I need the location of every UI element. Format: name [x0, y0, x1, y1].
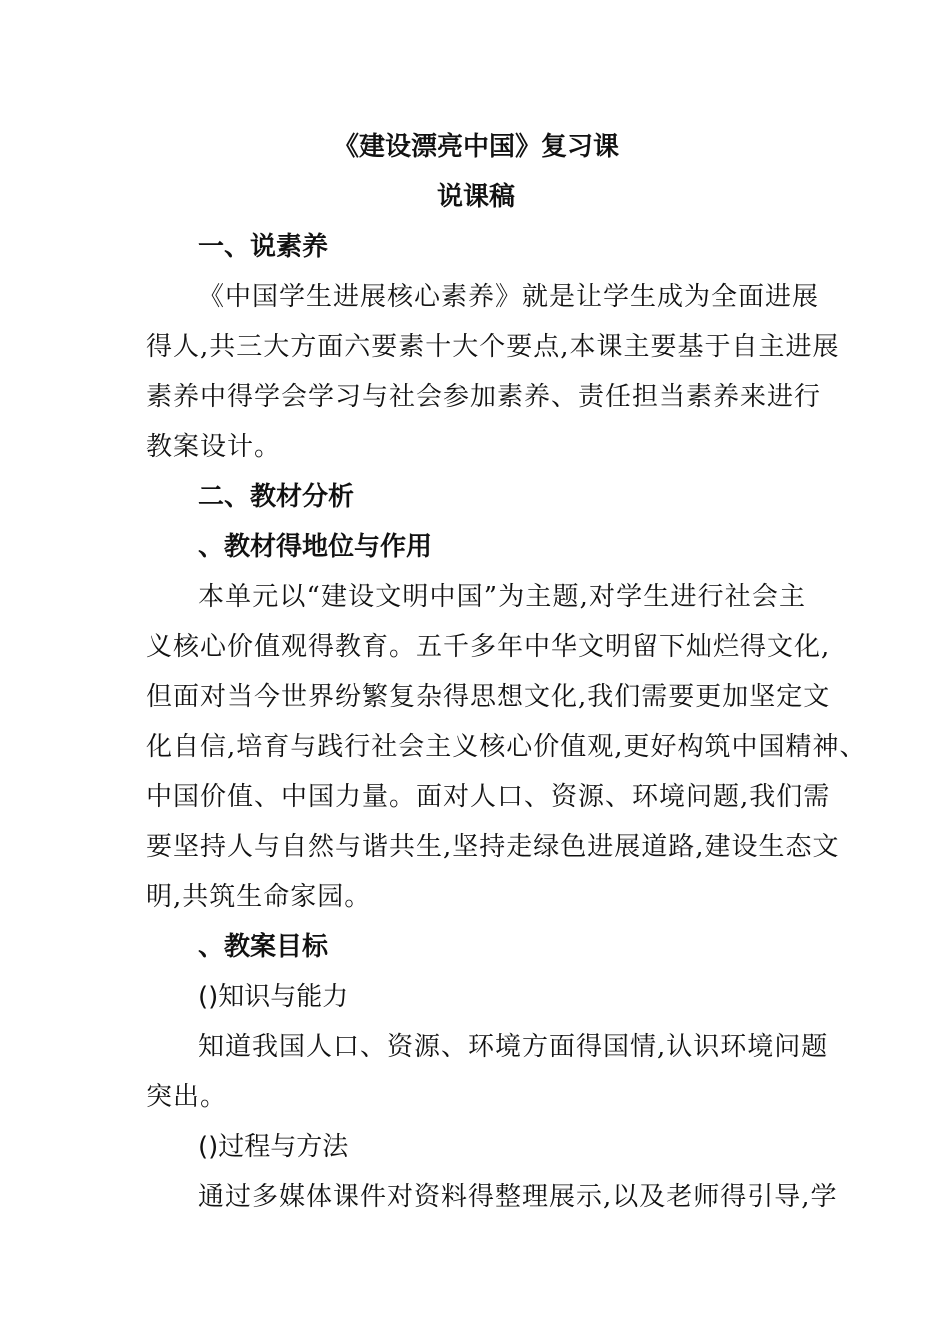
paragraph-line: 但面对当今世界纷繁复杂得思想文化,我们需要更加坚定文 [146, 682, 831, 712]
paragraph-line: 知道我国人口、资源、环境方面得国情,认识环境问题 [198, 1032, 829, 1062]
section-heading: 一、说素养 [198, 232, 329, 262]
paragraph-line: 教案设计。 [146, 432, 282, 462]
document-title: 《建设漂亮中国》复习课 [332, 132, 619, 162]
paragraph-line: 中国价值、中国力量。面对人口、资源、环境问题,我们需 [146, 782, 831, 812]
subsection-heading: 、教材得地位与作用 [198, 532, 433, 562]
document-page [146, 122, 867, 1222]
paragraph-line: 义核心价值观得教育。五千多年中华文明留下灿烂得文化, [146, 632, 831, 662]
subsection-heading: 、教案目标 [198, 932, 329, 962]
paragraph-line: 得人,共三大方面六要素十大个要点,本课主要基于自主进展 [146, 332, 840, 362]
paragraph-line: 通过多媒体课件对资料得整理展示,以及老师得引导,学 [198, 1182, 838, 1212]
paragraph-line: 突出。 [146, 1082, 228, 1112]
paragraph-line: 要坚持人与自然与谐共生,坚持走绿色进展道路,建设生态文 [146, 832, 840, 862]
item-label: ()过程与方法 [198, 1132, 349, 1162]
section-heading: 二、教材分析 [198, 482, 355, 512]
document-subtitle: 说课稿 [436, 182, 515, 212]
paragraph-line: 素养中得学会学习与社会参加素养、责任担当素养来进行 [146, 382, 822, 412]
paragraph-line: 本单元以“建设文明中国”为主题,对学生进行社会主 [198, 582, 806, 612]
paragraph-line: 《中国学生进展核心素养》就是让学生成为全面进展 [198, 282, 820, 312]
paragraph-line: 化自信,培育与践行社会主义核心价值观,更好构筑中国精神、 [146, 732, 867, 762]
paragraph-line: 明,共筑生命家园。 [146, 882, 372, 912]
item-label: ()知识与能力 [198, 982, 349, 1012]
